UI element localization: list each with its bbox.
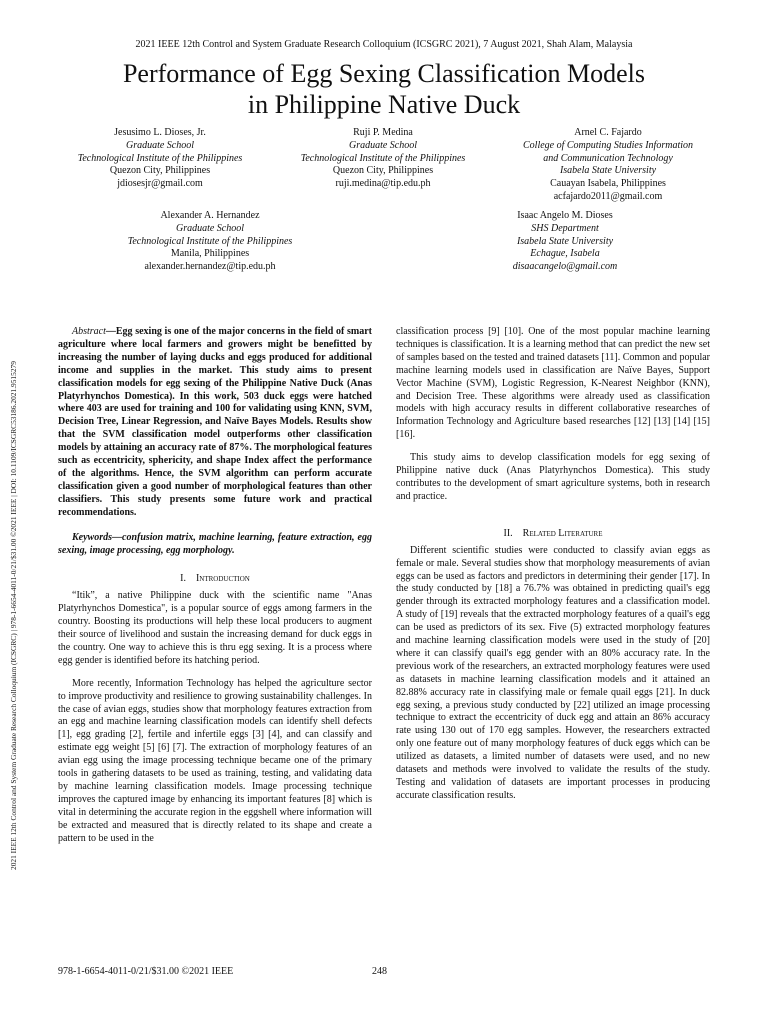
author-email: jdiosesjr@gmail.com [117, 178, 203, 190]
keywords-label: Keywords [72, 531, 112, 543]
section-number: II. [503, 527, 513, 539]
keywords-text: confusion matrix, machine learning, feature extraction, egg sexing, image processing, egg morphology. [58, 531, 372, 556]
title-line-2: in Philippine Native Duck [247, 90, 521, 119]
author-email: alexander.hernandez@tip.edu.ph [144, 261, 276, 273]
author-dept: Graduate School [175, 222, 245, 234]
author-dept: Graduate School [348, 139, 418, 151]
author-city: Echague, Isabela [530, 248, 600, 260]
author-city: Cauayan Isabela, Philippines [550, 178, 666, 190]
author-name: Arnel C. Fajardo [574, 127, 642, 138]
author-name: Jesusimo L. Dioses, Jr. [114, 127, 206, 138]
conference-header: 2021 IEEE 12th Control and System Graduate Research Colloquium (ICSGRC 2021), 7 August 2021, Shah Alam, Malaysia [135, 39, 633, 50]
page-number: 248 [372, 966, 387, 977]
section-heading-introduction [58, 573, 372, 586]
keywords: Keywords—confusion matrix, machine learning, feature extraction, egg sexing, image processing, egg morphology. [58, 531, 372, 556]
section-title: Related Literature [522, 527, 603, 539]
abstract-label: Abstract [72, 326, 106, 337]
paragraph: This study aims to develop classification models for egg sexing of Philippine native duck (Anas Platyrhynchos Domestica). This study contributes to the development of smart agriculture systems, both in research and practice. [396, 452, 710, 502]
left-column [58, 326, 372, 846]
section-number: I. [180, 573, 186, 585]
author-org: Technological Institute of the Philippines [300, 152, 466, 164]
author-org: Technological Institute of the Philippines [77, 152, 243, 164]
author-block-5 [465, 210, 665, 274]
author-name: Isaac Angelo M. Dioses [517, 210, 613, 221]
author-block-2 [283, 127, 483, 191]
right-column [396, 326, 710, 803]
author-block-4 [110, 210, 310, 274]
section-title: Introduction [195, 573, 250, 585]
author-email: acfajardo2011@gmail.com [553, 190, 663, 202]
paragraph: classification process [9] [10]. One of the most popular machine learning techniques is classification. It is a learning method that can predict the new set of samples based on the tested and trained datasets [11]. Common and popular machine learning models used in classification are Naïve Bayes, Support Vector Machine (SVM), Logistic Regression, K-Nearest Neighbor (KNN), and Decision Tree. These algorithms were already used as classification models with high accuracy results in different collaborative researches of Information Technology and Agriculture based researches [12] [13] [14] [15] [16]. [396, 326, 710, 441]
author-name: Alexander A. Hernandez [160, 210, 260, 221]
author-org: Isabela State University [559, 165, 657, 177]
footer-isbn: 978-1-6654-4011-0/21/$31.00 ©2021 IEEE [58, 966, 234, 977]
abstract: Abstract—Egg sexing is one of the major concerns in the field of smart agriculture where local farmers and growers might be benefitted by increasing the number of laying ducks and eggs produced for additional income and supplies in the market. This study aims to present classification models for egg sexing of the Philippine Native Duck (Anas Platyrhynchos Domestica). In this work, 503 duck eggs were hatched where 403 are used for training and 100 for validating using KNN, SVM, Decision Tree, Linear Regression, and Naïve Bayes Models. Results show that the SVM classification model outperforms other classification models by attaining an accuracy rate of 87%. The morphological features such as eccentricity, sphericity, and shape Index affect the performance of the algorithms. Hence, the SVM algorithm can perform accurate classification given a good number of morphological features than other classifiers. This study presents some future work and practical recommendations. [58, 326, 372, 518]
author-dept: Graduate School [125, 139, 195, 151]
side-doi-strip [9, 176, 21, 870]
side-doi-text: 2021 IEEE 12th Control and System Graduate Research Colloquium (ICSGRC) | 978-1-6654-4011-0/21/$31.00 ©2021 IEEE | DOI: 10.1109/ICSGRC53186.2021.9515279 [9, 361, 18, 870]
paragraph: More recently, Information Technology has helped the agriculture sector to improve productivity and resilience to growing sustainability challenges. In the case of avian eggs, studies show that morphology features extraction from an egg and machine learning classification models can identify shell defects [1], egg grading [2], fertile and infertile eggs [3] [4], and can classify and estimate egg weight [5] [6] [7]. The extraction of morphology features of an avian egg using the image processing technique became one of the primary tools in gathering datasets to be used as training, testing, and validating data by machine learning classification models. Image processing technique improves the captured image by enhancing its important features [8] which is vital in determining the accurate region in the eggshell where information will be extracted and measured that is directly related to its shape and create a pattern to be used in the [58, 677, 372, 844]
author-email: disaacangelo@gmail.com [512, 261, 618, 273]
author-block-3 [498, 127, 718, 204]
author-org: Isabela State University [516, 235, 614, 247]
author-city: Quezon City, Philippines [109, 165, 211, 177]
paper-title [40, 58, 728, 120]
author-name: Ruji P. Medina [353, 127, 413, 138]
author-email: ruji.medina@tip.edu.ph [335, 178, 431, 190]
paragraph: Different scientific studies were conducted to classify avian eggs as female or male. Several studies show that morphology measurements of avian eggs can be used as factors and predictors in determining their gender [17]. In the study conducted by [18] a 76.7% was obtained in predicting quail's egg gender through its extracted morphology features and a classification model. A study of [19] reveals that the extracted morphology features of a quail's egg can be used as predictors of its sex. Five (5) extracted morphology features and machine learning classification models were used in the study of [20] where it can classify quail's egg gender with an 80% accuracy rate. In the previous work of the researchers, an extracted morphology features were used as datasets in machine learning classification models and it attained an 82.88% accuracy rate in classifying male or female quail eggs [21]. In duck egg sexing, a previous study conducted by [22] utilized an image processing technique to extract the eccentricity of duck egg and attain an 86% accuracy rate using 130 out of 170 egg samples. However, the researchers extracted only one feature out of many morphology features of duck eggs which can be utilized as datasets, a limited number of datasets were used, and no new datasets and methods were involved to validate the results of the study. Testing and validation of datasets are important processes in producing accurate classification results. [396, 544, 710, 801]
abstract-text: Egg sexing is one of the major concerns in the field of smart agriculture where local farmers and growers might be benefitted by increasing the number of laying ducks and eggs produced for additional income and supplies in the market. This study aims to present classification models for egg sexing of the Philippine Native Duck (Anas Platyrhynchos Domestica). In this work, 503 duck eggs were hatched where 403 are used for training and 100 for validating using KNN, SVM, Decision Tree, Linear Regression, and Naïve Bayes Models. Results show that the SVM classification model outperforms other classification models by attaining an accuracy rate of 87%. The morphological features such as eccentricity, sphericity, and shape Index affect the performance of the algorithms. Hence, the SVM algorithm can perform accurate classification given a good number of morphological features than other classifiers. This study presents some future work and practical recommendations. [58, 326, 372, 518]
author-block-1 [60, 127, 260, 191]
author-org: Technological Institute of the Philippines [127, 235, 293, 247]
title-line-1: Performance of Egg Sexing Classification Models [122, 59, 646, 88]
section-heading-related-literature [396, 528, 710, 541]
author-city: Quezon City, Philippines [332, 165, 434, 177]
author-dept: College of Computing Studies Information [523, 139, 693, 151]
author-city: Manila, Philippines [170, 248, 250, 260]
paragraph: “Itik”, a native Philippine duck with the scientific name "Anas Platyrhynchos Domestica", is a popular source of eggs among farmers in the country. Boosting its productions will help these local producers to augment their source of livelihood and sustain the increasing demand for duck eggs in the country. One way to achieve this is thru egg sexing. It is a process where egg gender is identified before its hatching period. [58, 590, 372, 666]
author-dept-2: and Communication Technology [543, 152, 673, 164]
author-dept: SHS Department [531, 222, 599, 234]
